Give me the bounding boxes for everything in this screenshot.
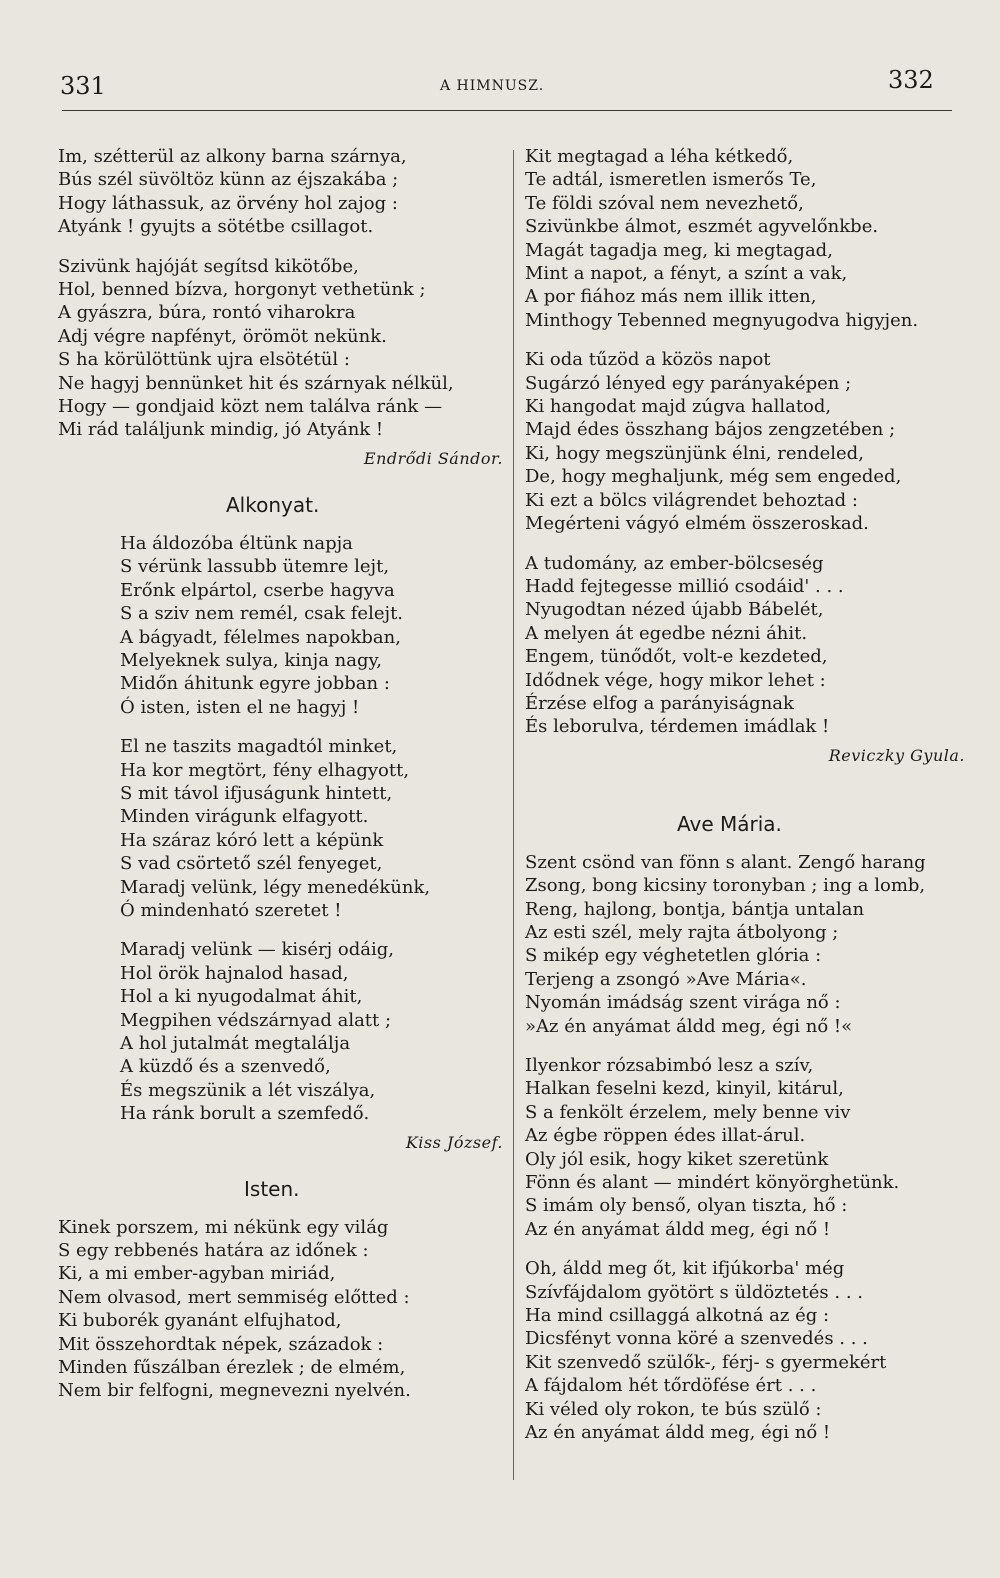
verse-line: Mit összehordtak népek, századok : (58, 1333, 384, 1355)
verse-line: Nyugodtan nézed újabb Bábelét, (525, 599, 824, 621)
verse-line: El ne taszits magadtól minket, (120, 736, 398, 758)
verse-line: Ha mind csillaggá alkotná az ég : (525, 1305, 830, 1327)
verse-line: Magát tagadja meg, ki megtagad, (525, 239, 833, 261)
verse-line: Dicsfényt vonna köré a szenvedés . . . (525, 1328, 868, 1350)
verse-line: A küzdő és a szenvedő, (120, 1056, 331, 1078)
poem-title-ave-maria: Ave Mária. (677, 811, 782, 836)
verse-line: A tudomány, az ember-bölcseség (525, 552, 824, 574)
verse-line: Hadd fejtegesse millió csodáid' . . . (525, 575, 844, 597)
verse-line: Ó mindenható szeretet ! (120, 899, 342, 921)
stanza (120, 532, 503, 719)
verse-line: Hogy láthassuk, az örvény hol zajog : (58, 192, 398, 214)
verse-line: A gyászra, búra, rontó viharokra (58, 302, 356, 324)
verse-line: A bágyadt, félelmes napokban, (120, 626, 401, 648)
verse-line: Nem bir felfogni, megnevezni nyelvén. (58, 1380, 411, 1402)
verse-line: Te földi szóval nem nevezhető, (525, 192, 804, 214)
poem-isten-continued (525, 145, 965, 739)
verse-line: A por fiához más nem illik itten, (525, 286, 817, 308)
running-head: A HIMNUSZ. (440, 78, 545, 94)
verse-line: Nyomán imádság szent virága nő : (525, 992, 841, 1014)
stanza (525, 1054, 965, 1241)
verse-line: Hol, benned bízva, horgonyt vethetünk ; (58, 279, 426, 301)
verse-line: Szivünk hajóját segítsd kikötőbe, (58, 255, 359, 277)
left-column (58, 145, 503, 1409)
verse-line: Majd édes összhang bájos zengzetében ; (525, 419, 896, 441)
stanza (525, 851, 965, 1038)
verse-line: Az én anyámat áldd meg, égi nő ! (525, 1218, 831, 1240)
verse-line: S a sziv nem remél, csak felejt. (120, 603, 404, 625)
poem-title-alkonyat: Alkonyat. (226, 492, 320, 517)
page-header (0, 0, 1000, 120)
verse-line: Reng, hajlong, bontja, bántja untalan (525, 898, 865, 920)
poem-title-isten: Isten. (244, 1176, 300, 1201)
verse-line: Szivünkbe álmot, eszmét agyvelőnkbe. (525, 216, 879, 238)
verse-line: Ha száraz kóró lett a képünk (120, 829, 384, 851)
author-endrodi: Endrődi Sándor. (363, 448, 503, 468)
verse-line: Te adtál, ismeretlen ismerős Te, (525, 169, 817, 191)
verse-line: Fönn és alant — mindért könyörghetünk. (525, 1172, 900, 1194)
verse-line: Ki véled oly rokon, te bús szülő : (525, 1398, 822, 1420)
verse-line: Hogy — gondjaid közt nem találva ránk — (58, 396, 443, 418)
page-number-right: 332 (888, 66, 934, 94)
verse-line: Halkan feselni kezd, kinyil, kitárul, (525, 1078, 844, 1100)
stanza (525, 145, 965, 332)
verse-line: Adj végre napfényt, örömöt nekünk. (58, 325, 387, 347)
verse-line: Minden fűszálban érezlek ; de elmém, (58, 1357, 406, 1379)
verse-line: Terjeng a zsongó »Ave Mária«. (525, 968, 807, 990)
verse-line: Bús szél süvöltöz künn az éjszakába ; (58, 169, 399, 191)
stanza (120, 735, 503, 922)
verse-line: Zsong, bong kicsiny toronyban ; ing a lomb, (525, 875, 926, 897)
verse-line: És megszünik a lét viszálya, (120, 1079, 376, 1101)
page-number-left: 331 (60, 72, 106, 100)
verse-line: Megérteni vágyó elmém összeroskad. (525, 513, 869, 535)
verse-line: Midőn áhitunk egyre jobban : (120, 673, 390, 695)
verse-line: Megpihen védszárnyad alatt ; (120, 1009, 392, 1031)
stanza (120, 938, 503, 1125)
verse-line: Szívfájdalom gyötört s üldöztetés . . . (525, 1281, 864, 1303)
verse-line: Ki ezt a bölcs világrendet behoztad : (525, 489, 858, 511)
poem-endrodi-body (58, 145, 503, 442)
verse-line: Oh, áldd meg őt, kit ifjúkorba' még (525, 1258, 845, 1280)
verse-line: Ki hangodat majd zúgva hallatod, (525, 396, 832, 418)
verse-line: Ki, a mi ember-agyban miriád, (58, 1263, 336, 1285)
verse-line: Im, szétterül az alkony barna szárnya, (58, 146, 407, 167)
verse-line: Kinek porszem, mi nékünk egy világ (58, 1216, 389, 1238)
verse-line: Kit szenvedő szülők-, férj- s gyermekért (525, 1351, 887, 1373)
verse-line: Ha ránk borult a szemfedő. (120, 1103, 370, 1125)
verse-line: »Az én anyámat áldd meg, égi nő !« (525, 1015, 853, 1037)
stanza (525, 1257, 965, 1444)
stanza (58, 255, 503, 442)
verse-line: Sugárzó lényed egy parányaképen ; (525, 372, 852, 394)
header-rule (62, 110, 952, 111)
verse-line: Hol a ki nyugodalmat áhit, (120, 986, 363, 1008)
verse-line: Mint a napot, a fényt, a színt a vak, (525, 263, 848, 285)
column-divider (513, 150, 514, 1480)
verse-line: Oly jól esik, hogy kiket szeretünk (525, 1148, 829, 1170)
verse-line: Ilyenkor rózsabimbó lesz a szív, (525, 1055, 814, 1076)
verse-line: Ó isten, isten el ne hagyj ! (120, 696, 360, 718)
verse-line: S mit távol ifjuságunk hintett, (120, 782, 393, 804)
verse-line: Maradj velünk — kisérj odáig, (120, 939, 394, 961)
stanza (58, 1216, 503, 1403)
verse-line: Minthogy Tebenned megnyugodva higyjen. (525, 309, 919, 331)
verse-line: Ne hagyj bennünket hit és szárnyak nélkül, (58, 372, 454, 394)
verse-line: S egy rebbenés határa az időnek : (58, 1240, 369, 1262)
verse-line: És leborulva, térdemen imádlak ! (525, 716, 830, 738)
verse-line: Ha áldozóba éltünk napja (120, 532, 353, 554)
verse-line: De, hogy meghaljunk, még sem engeded, (525, 466, 902, 488)
verse-line: Ki oda tűzöd a közös napot (525, 349, 771, 371)
verse-line: Érzése elfog a parányiságnak (525, 692, 794, 714)
verse-line: Idődnek vége, hogy mikor lehet : (525, 669, 826, 691)
verse-line: Ki buborék gyanánt elfujhatod, (58, 1310, 342, 1332)
verse-line: Melyeknek sulya, kinja nagy, (120, 649, 383, 671)
verse-line: Maradj velünk, légy menedékünk, (120, 876, 431, 898)
verse-line: Az esti szél, mely rajta átbolyong ; (525, 921, 839, 943)
stanza (525, 552, 965, 739)
verse-line: S a fenkölt érzelem, mely benne viv (525, 1101, 851, 1123)
verse-line: S vérünk lassubb ütemre lejt, (120, 556, 390, 578)
stanza (58, 145, 503, 239)
poem-ave-maria-body (525, 851, 965, 1445)
verse-line: A hol jutalmát megtalálja (120, 1033, 351, 1054)
verse-line: Atyánk ! gyujts a sötétbe csillagot. (58, 216, 374, 238)
author-kiss: Kiss József. (405, 1132, 503, 1152)
verse-line: Minden virágunk elfagyott. (120, 806, 369, 828)
verse-line: S ha körülöttünk ujra elsötétül : (58, 349, 350, 371)
verse-line: Nem olvasod, mert semmiség előtted : (58, 1286, 410, 1308)
poem-isten-body (58, 1216, 503, 1403)
verse-line: A melyen át egedbe nézni áhit. (525, 622, 808, 644)
verse-line: Az égbe röppen édes illat-árul. (525, 1125, 806, 1147)
verse-line: S mikép egy véghetetlen glória : (525, 945, 822, 967)
right-column (525, 145, 965, 1451)
verse-line: S vad csörtető szél fenyeget, (120, 853, 383, 875)
verse-line: Mi rád találjunk mindig, jó Atyánk ! (58, 419, 384, 441)
verse-line: Hol örök hajnalod hasad, (120, 962, 349, 984)
verse-line: Az én anyámat áldd meg, égi nő ! (525, 1422, 831, 1444)
poem-alkonyat-body (58, 532, 503, 1126)
verse-line: A fájdalom hét tőrdöfése ért . . . (525, 1375, 817, 1397)
stanza (525, 348, 965, 535)
verse-line: Erőnk elpártol, cserbe hagyva (120, 579, 395, 601)
verse-line: Engem, tünődőt, volt-e kezdeted, (525, 646, 828, 668)
verse-line: Ki, hogy megszünjünk élni, rendeled, (525, 442, 864, 464)
verse-line: Szent csönd van fönn s alant. Zengő harang (525, 851, 926, 873)
verse-line: S imám oly benső, olyan tiszta, hő : (525, 1195, 848, 1217)
verse-line: Ha kor megtört, fény elhagyott, (120, 759, 410, 781)
author-reviczky: Reviczky Gyula. (828, 745, 965, 765)
verse-line: Kit megtagad a léha kétkedő, (525, 146, 794, 167)
